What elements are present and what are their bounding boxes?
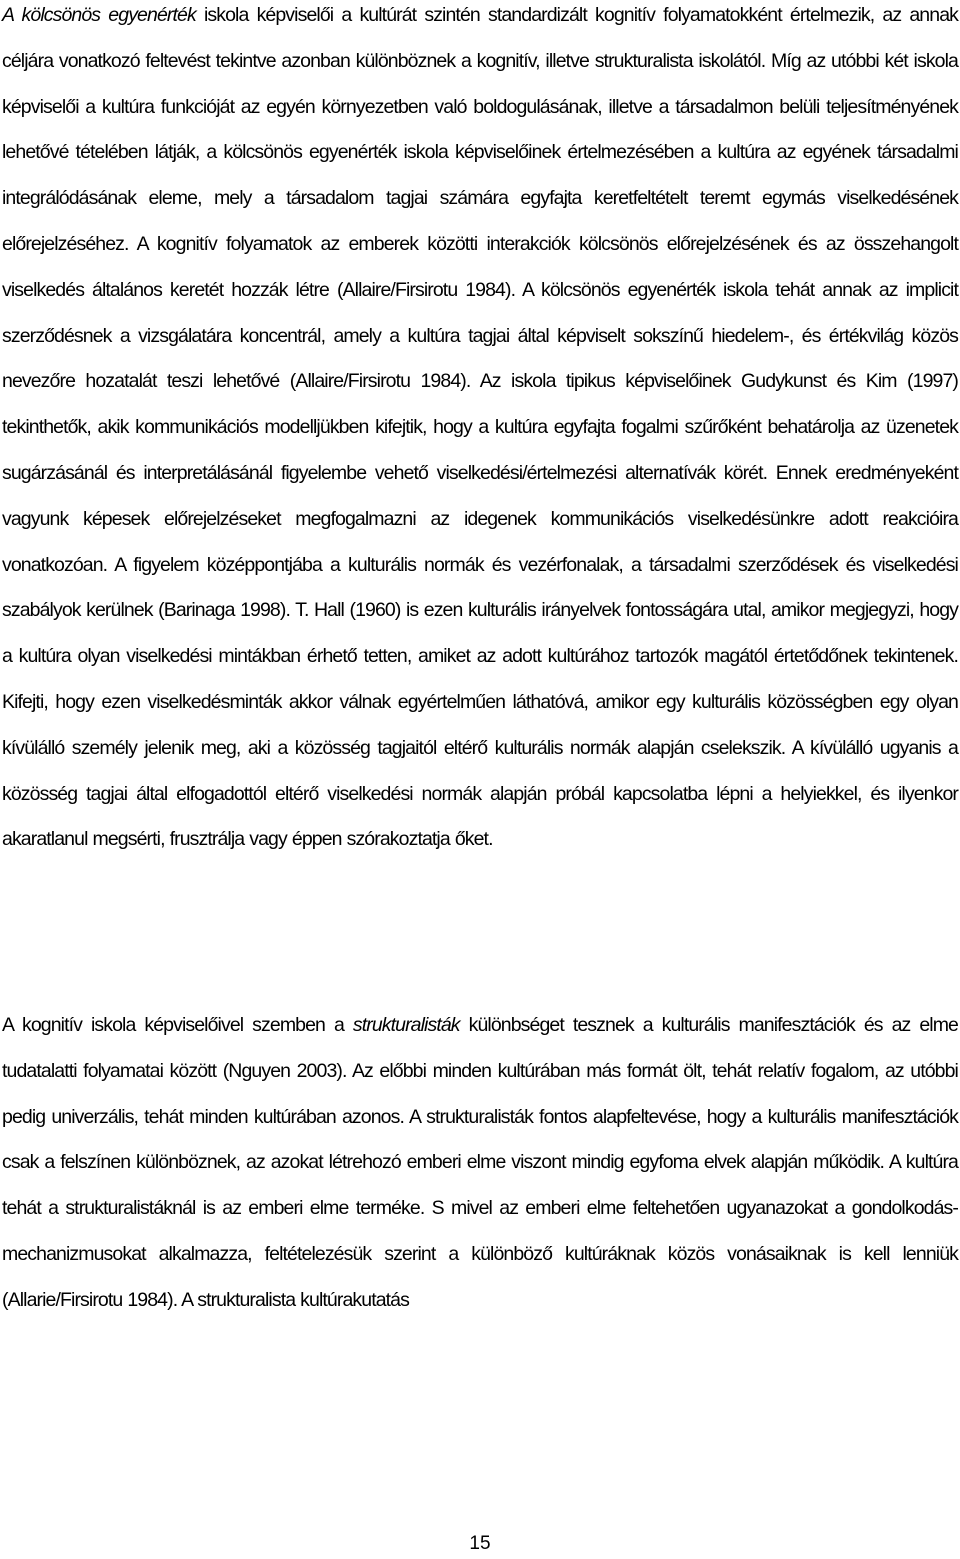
paragraph-2-segment-2: strukturalisták (352, 1014, 460, 1036)
paragraph-2-segment-1: A kognitív iskola képviselőivel szemben a (2, 1014, 353, 1036)
paragraph-2-segment-3: különbséget tesznek a kulturális manifesztációk és az elme tudatalatti folyamatai között (Nguyen 2003). Az előbbi minden kultúrában más formát ölt, tehát relatív fogalom, az utóbbi pedig univerzális, tehát minden kultúrában azonos. A strukturalisták fontos alapfeltevése, hogy a kulturális manifesztációk csak a felszínen különböznek, az azokat létrehozó emberi elme viszont mindig egyfoma elvek alapján működik. A kultúra tehát a strukturalistáknál is az emberi elme terméke. S mivel az emberi elme feltehetően ugyanazokat a gondolkodás-mechanizmusokat alkalmazza, feltételezésük szerint a különböző kultúráknak közös vonásaiknak is kell lenniük (Allarie/Firsirotu 1984). A strukturalista kultúrakutatás (2, 1014, 958, 1311)
page-number: 15 (469, 1533, 491, 1554)
paragraph-1-segment-2: iskola képviselői a kultúrát szintén standardizált kognitív folyamatokként értelmezik, az annak céljára vonatkozó feltevést tekintve azonban különböznek a kognitív, illetve strukturalista iskolától. Míg az utóbbi két iskola képviselői a kultúra funkcióját az egyén környezetben való boldogulásának, illetve a társadalmon belüli teljesítményének lehetővé tételében látják, a kölcsönös egyenérték iskola képviselőinek értelmezésében a kultúra az egyének társadalmi integrálódásának eleme, mely a társadalom tagjai számára egyfajta keretfeltételt teremt egymás viselkedésének előrejelzéséhez. A kognitív folyamatok az emberek közötti interakciók kölcsönös előrejelzésének és az összehangolt viselkedés általános keretét hozzák létre (Allaire/Firsirotu 1984). A kölcsönös egyenérték iskola tehát annak az implicit szerződésnek a vizsgálatára koncentrál, amely a kultúra tagjai által képviselt sokszínű hiedelem-, és értékvilág közös nevezőre hozatalát teszi lehetővé (Allaire/Firsirotu 1984). Az iskola tipikus képviselőinek Gudykunst és Kim (1997) tekinthetők, akik kommunikációs modelljükben kifejtik, hogy a kultúra egyfajta fogalmi szűrőként behatárolja az üzenetek sugárzásánál és interpretálásánál figyelembe vehető viselkedési/értelmezési alternatívák körét. Ennek eredményeként vagyunk képesek előrejelzéseket megfogalmazni az idegenek kommunikációs viselkedésünkre adott reakcióira vonatkozóan. A figyelem középpontjába a kulturális normák és vezérfonalak, a társadalmi szerződések és viselkedési szabályok kerülnek (Barinaga 1998). T. Hall (1960) is ezen kulturális irányelvek fontosságára utal, amikor megjegyzi, hogy a kultúra olyan viselkedési mintákban érhető tetten, amiket az adott kultúrához tartozók magától értetődőnek tekintenek. Kifejti, hogy ezen viselkedésminták akkor válnak egyértelműen láthatóvá, amikor egy kulturális közösségben egy olyan kívülálló személy jelenik meg, aki a közösség tagjaitól eltérő kulturális normák alapján cselekszik. A kívülálló ugyanis a közösség tagjai által elfogadottól eltérő viselkedési normák alapján próbál kapcsolatba lépni a helyiekkel, és ilyenkor akaratlanul megsérti, frusztrálja vagy éppen szórakoztatja őket. (2, 4, 958, 851)
paragraph-1-segment-1: A kölcsönös egyenérték (2, 4, 196, 26)
paragraph-structuralists (2, 1003, 958, 1324)
paragraph-mutual-equivalence (2, 0, 958, 863)
